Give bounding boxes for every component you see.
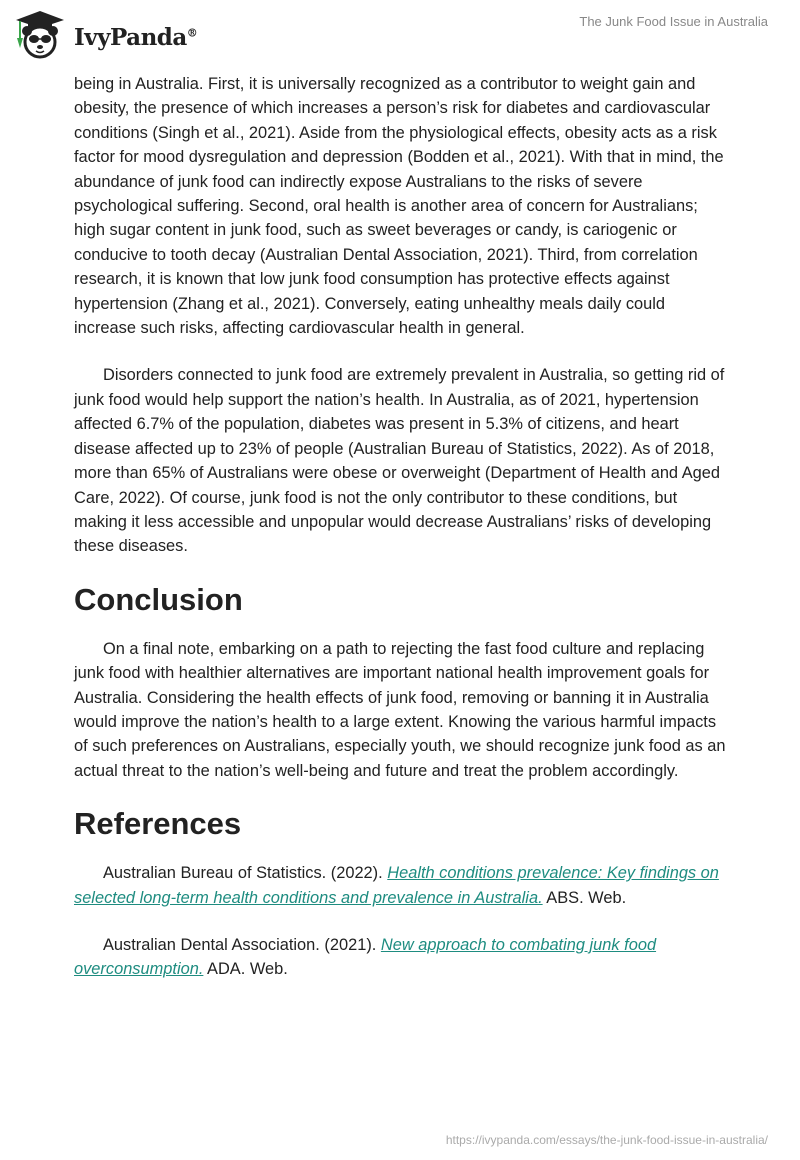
conclusion-paragraph: On a final note, embarking on a path to rejecting the fast food culture and replacing junk food with healthier alternatives are important national health improvement goals for Australia. Considering the health effects of junk food, removing or banning it in Australia would improve the nation’s health to a large extent. Knowing the various harmful impacts of such preferences on Australians, especially youth, we should recognize junk food as an actual threat to the nation’s well-being and future and treat the problem accordingly. bbox=[74, 639, 726, 780]
reference-entry bbox=[74, 933, 730, 982]
reference-link[interactable]: New approach to combating junk food overconsumption. bbox=[74, 935, 657, 979]
footer-url[interactable]: https://ivypanda.com/essays/the-junk-food-issue-in-australia/ bbox=[445, 1133, 768, 1147]
references-heading: References bbox=[74, 806, 242, 842]
reference-author: Australian Dental Association. (2021). bbox=[103, 935, 381, 954]
reference-suffix: ADA. Web. bbox=[203, 960, 288, 979]
body-paragraph: being in Australia. First, it is universally recognized as a contributor to weight gain and obesity, the presence of which increases a person’s risk for diabetes and cardiovascular conditions (Singh et al., 2021). Aside from the physiological effects, obesity acts as a risk factor for mood dysregulation and depression (Bodden et al., 2021). With that in mind, the abundance of junk food can indirectly expose Australians to the risks of severe psychological suffering. Second, oral health is another area of concern for Australians; high sugar content in junk food, such as sweet beverages or candy, is cariogenic or conducive to tooth decay (Australian Dental Association, 2021). Third, from correlation research, it is known that low junk food consumption has protective effects against hypertension (Zhang et al., 2021). Conversely, eating unhealthy meals daily could increase such risks, affecting cardiovascular health in general. bbox=[74, 75, 724, 338]
conclusion-heading: Conclusion bbox=[74, 581, 243, 617]
reference-suffix: ABS. Web. bbox=[542, 888, 627, 907]
logo-text: IvyPanda® bbox=[74, 23, 198, 51]
body-paragraph: Disorders connected to junk food are extremely prevalent in Australia, so getting rid of junk food would help support the nation’s health. In Australia, as of 2021, hypertension affected 6.7% of the population, diabetes was present in 5.3% of citizens, and heart disease affected up to 23% of people (Australian Bureau of Statistics, 2022). As of 2018, more than 65% of Australians were obese or overweight (Department of Health and Aged Care, 2022). Of course, junk food is not the only contributor to these conditions, but making it less accessible and unpopular would decrease Australians’ risks of developing these diseases. bbox=[74, 366, 725, 556]
panda-graduate-icon bbox=[12, 8, 68, 60]
reference-link[interactable]: Health conditions prevalence: Key findings on selected long-term health conditions and prevalence in Australia. bbox=[74, 864, 719, 907]
ivypanda-logo[interactable] bbox=[12, 8, 197, 60]
essay-content bbox=[74, 72, 730, 1005]
reference-entry bbox=[74, 861, 730, 910]
document-title: The Junk Food Issue in Australia bbox=[579, 14, 768, 29]
page-header bbox=[0, 0, 800, 60]
reference-author: Australian Bureau of Statistics. (2022). bbox=[103, 864, 388, 883]
